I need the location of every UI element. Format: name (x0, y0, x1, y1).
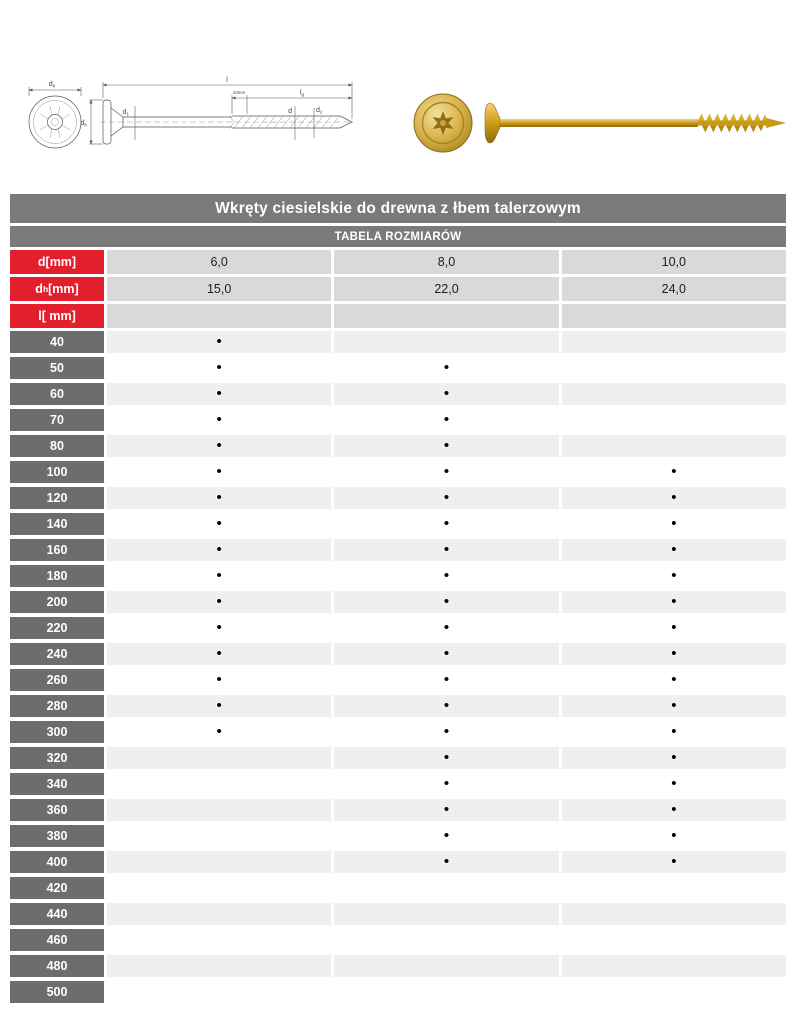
table-row (10, 929, 786, 951)
spec-value-cell (562, 304, 786, 328)
spec-value-cell: 22,0 (334, 277, 558, 301)
availability-dot: • (216, 696, 222, 714)
table-row (10, 487, 786, 509)
spec-row-label (10, 250, 104, 274)
availability-cell (334, 513, 558, 535)
dim-label-total-length: l (226, 77, 228, 84)
availability-cell (334, 825, 558, 847)
length-label: 70 (10, 409, 104, 431)
length-rows (10, 331, 786, 1003)
availability-dot: • (216, 618, 222, 636)
dim-label-shank-diameter: $d_1$ (122, 109, 129, 117)
table-row (10, 435, 786, 457)
availability-cell (562, 799, 786, 821)
length-label: 220 (10, 617, 104, 639)
availability-cell (562, 591, 786, 613)
availability-dot: • (671, 540, 677, 558)
availability-cell (107, 825, 331, 847)
availability-cell (562, 409, 786, 431)
availability-dot: • (443, 592, 450, 610)
availability-dot: • (443, 670, 450, 688)
table-row (10, 643, 786, 665)
availability-dot: • (216, 358, 222, 376)
availability-dot: • (216, 488, 222, 506)
spec-label-base: l (38, 309, 42, 323)
length-label: 60 (10, 383, 104, 405)
availability-dot: • (443, 384, 450, 402)
length-label: 440 (10, 903, 104, 925)
availability-dot: • (671, 800, 677, 818)
screw-body-photo-icon (485, 103, 786, 143)
availability-cell (107, 851, 331, 873)
screw-head-photo-icon (414, 94, 472, 152)
availability-cell (562, 617, 786, 639)
length-label: 380 (10, 825, 104, 847)
availability-cell (334, 981, 558, 1003)
availability-cell (107, 695, 331, 717)
spec-label-base: d (37, 255, 46, 269)
availability-dot: • (216, 436, 222, 454)
availability-cell (562, 981, 786, 1003)
availability-dot: • (671, 722, 677, 740)
availability-cell (562, 383, 786, 405)
length-label: 460 (10, 929, 104, 951)
availability-cell (334, 721, 558, 743)
availability-cell (107, 643, 331, 665)
availability-cell (334, 643, 558, 665)
availability-dot: • (443, 540, 450, 558)
availability-dot: • (443, 566, 450, 584)
availability-dot: • (216, 722, 222, 740)
availability-dot: • (671, 462, 677, 480)
availability-cell (107, 903, 331, 925)
availability-cell (334, 409, 558, 431)
availability-cell (334, 383, 558, 405)
availability-cell (334, 357, 558, 379)
length-label: 500 (10, 981, 104, 1003)
availability-dot: • (216, 592, 222, 610)
availability-cell (562, 487, 786, 509)
table-row (10, 903, 786, 925)
availability-dot: • (671, 748, 677, 766)
availability-cell (562, 435, 786, 457)
availability-cell (562, 851, 786, 873)
dim-label-thread-diameter: d (288, 108, 292, 115)
availability-cell (107, 617, 331, 639)
availability-cell (562, 669, 786, 691)
length-label: 200 (10, 591, 104, 613)
availability-cell (107, 591, 331, 613)
availability-dot: • (216, 410, 222, 428)
availability-dot: • (216, 670, 222, 688)
dim-label-core-diameter: $d_2$ (316, 107, 323, 115)
availability-cell (334, 695, 558, 717)
availability-dot: • (443, 826, 450, 844)
availability-cell (107, 773, 331, 795)
availability-cell (562, 929, 786, 951)
availability-dot: • (671, 514, 677, 532)
availability-cell (107, 487, 331, 509)
table-row (10, 825, 786, 847)
availability-dot: • (443, 748, 450, 766)
availability-cell (334, 669, 558, 691)
top-section (0, 0, 796, 194)
length-label: 240 (10, 643, 104, 665)
table-row (10, 409, 786, 431)
availability-dot: • (443, 852, 450, 870)
spec-value-cell: 15,0 (107, 277, 331, 301)
availability-dot: • (216, 566, 222, 584)
availability-cell (334, 565, 558, 587)
length-label: 160 (10, 539, 104, 561)
length-label: 140 (10, 513, 104, 535)
table-row (10, 617, 786, 639)
availability-cell (107, 669, 331, 691)
screw-photo (410, 86, 790, 161)
table-row (10, 669, 786, 691)
availability-cell (562, 955, 786, 977)
availability-dot: • (443, 800, 450, 818)
availability-cell (562, 643, 786, 665)
spec-row (10, 304, 786, 328)
availability-dot: • (671, 618, 677, 636)
availability-dot: • (671, 852, 677, 870)
availability-dot: • (443, 722, 450, 740)
length-label: 400 (10, 851, 104, 873)
availability-dot: • (216, 540, 222, 558)
table-row (10, 331, 786, 353)
availability-cell (107, 461, 331, 483)
availability-cell (562, 461, 786, 483)
spec-label-unit: [mm] (45, 255, 77, 269)
spec-row-label (10, 304, 104, 328)
table-row (10, 539, 786, 561)
availability-dot: • (443, 436, 450, 454)
dim-label-thread-length: $l_g$ (299, 89, 305, 97)
table-row (10, 851, 786, 873)
availability-dot: • (443, 462, 450, 480)
availability-cell (107, 929, 331, 951)
table-row (10, 799, 786, 821)
availability-cell (334, 331, 558, 353)
availability-cell (562, 331, 786, 353)
availability-dot: • (443, 514, 450, 532)
size-table (10, 194, 786, 1003)
availability-dot: • (671, 566, 677, 584)
availability-dot: • (671, 488, 677, 506)
length-label: 280 (10, 695, 104, 717)
availability-cell (334, 591, 558, 613)
spec-value-cell (334, 304, 558, 328)
availability-cell (334, 877, 558, 899)
availability-dot: • (216, 462, 222, 480)
table-row (10, 565, 786, 587)
availability-cell (562, 565, 786, 587)
length-label: 360 (10, 799, 104, 821)
dim-label-side-head-diameter: $d_h$ (80, 120, 87, 128)
length-label: 300 (10, 721, 104, 743)
availability-dot: • (216, 332, 222, 350)
availability-cell (107, 877, 331, 899)
availability-cell (562, 513, 786, 535)
spec-value-cell: 6,0 (107, 250, 331, 274)
availability-cell (107, 565, 331, 587)
table-row (10, 591, 786, 613)
availability-cell (562, 877, 786, 899)
length-label: 180 (10, 565, 104, 587)
availability-dot: • (671, 644, 677, 662)
availability-dot: • (216, 514, 222, 532)
availability-cell (107, 383, 331, 405)
table-row (10, 357, 786, 379)
availability-cell (334, 435, 558, 457)
table-row (10, 981, 786, 1003)
availability-cell (562, 357, 786, 379)
length-label: 260 (10, 669, 104, 691)
availability-dot: • (443, 618, 450, 636)
availability-dot: • (671, 592, 677, 610)
length-label: 50 (10, 357, 104, 379)
availability-dot: • (216, 644, 222, 662)
length-label: 420 (10, 877, 104, 899)
availability-cell (107, 331, 331, 353)
availability-cell (107, 539, 331, 561)
availability-cell (334, 903, 558, 925)
availability-cell (107, 955, 331, 977)
availability-dot: • (443, 410, 450, 428)
spec-value-cell: 24,0 (562, 277, 786, 301)
dim-label-thread-start: 10mm (232, 90, 246, 95)
availability-cell (562, 903, 786, 925)
availability-cell (562, 539, 786, 561)
length-label: 340 (10, 773, 104, 795)
table-row (10, 747, 786, 769)
table-title: Wkręty ciesielskie do drewna z łbem talerzowym (10, 194, 786, 223)
table-row (10, 383, 786, 405)
availability-cell (334, 747, 558, 769)
availability-cell (562, 773, 786, 795)
availability-cell (107, 799, 331, 821)
table-row (10, 461, 786, 483)
availability-cell (334, 461, 558, 483)
screw-side-view-icon (81, 77, 353, 144)
dim-label-head-diameter: $d_h$ (48, 81, 56, 89)
availability-cell (334, 955, 558, 977)
table-row (10, 877, 786, 899)
spec-label-unit: [mm] (48, 282, 79, 296)
availability-cell (334, 487, 558, 509)
availability-dot: • (443, 358, 450, 376)
availability-cell (107, 513, 331, 535)
table-row (10, 955, 786, 977)
availability-cell (334, 539, 558, 561)
availability-cell (334, 799, 558, 821)
length-label: 480 (10, 955, 104, 977)
length-label: 80 (10, 435, 104, 457)
availability-dot: • (443, 696, 450, 714)
availability-dot: • (443, 644, 450, 662)
availability-dot: • (443, 488, 450, 506)
spec-row (10, 250, 786, 274)
length-label: 320 (10, 747, 104, 769)
length-label: 40 (10, 331, 104, 353)
availability-cell (562, 721, 786, 743)
availability-cell (334, 929, 558, 951)
table-row (10, 773, 786, 795)
spec-value-cell: 8,0 (334, 250, 558, 274)
technical-drawing-icon (15, 62, 360, 172)
spec-label-unit: [ mm] (41, 309, 76, 323)
spec-label-base: d (35, 282, 43, 296)
availability-cell (107, 981, 331, 1003)
spec-value-cell: 10,0 (562, 250, 786, 274)
availability-cell (562, 695, 786, 717)
availability-cell (107, 409, 331, 431)
availability-cell (334, 773, 558, 795)
availability-cell (334, 617, 558, 639)
availability-cell (107, 721, 331, 743)
table-row (10, 513, 786, 535)
availability-cell (562, 747, 786, 769)
spec-row (10, 277, 786, 301)
availability-dot: • (671, 670, 677, 688)
spec-rows (10, 250, 786, 328)
availability-dot: • (671, 696, 677, 714)
availability-cell (562, 825, 786, 847)
table-subtitle: TABELA ROZMIARÓW (10, 226, 786, 247)
head-top-view-icon (29, 81, 81, 148)
length-label: 120 (10, 487, 104, 509)
availability-cell (107, 435, 331, 457)
availability-cell (334, 851, 558, 873)
table-row (10, 695, 786, 717)
availability-dot: • (216, 384, 222, 402)
table-row (10, 721, 786, 743)
length-label: 100 (10, 461, 104, 483)
availability-dot: • (671, 774, 677, 792)
availability-dot: • (671, 826, 677, 844)
availability-cell (107, 357, 331, 379)
availability-cell (107, 747, 331, 769)
spec-row-label: d h [mm] (10, 277, 104, 301)
availability-dot: • (443, 774, 450, 792)
spec-value-cell (107, 304, 331, 328)
